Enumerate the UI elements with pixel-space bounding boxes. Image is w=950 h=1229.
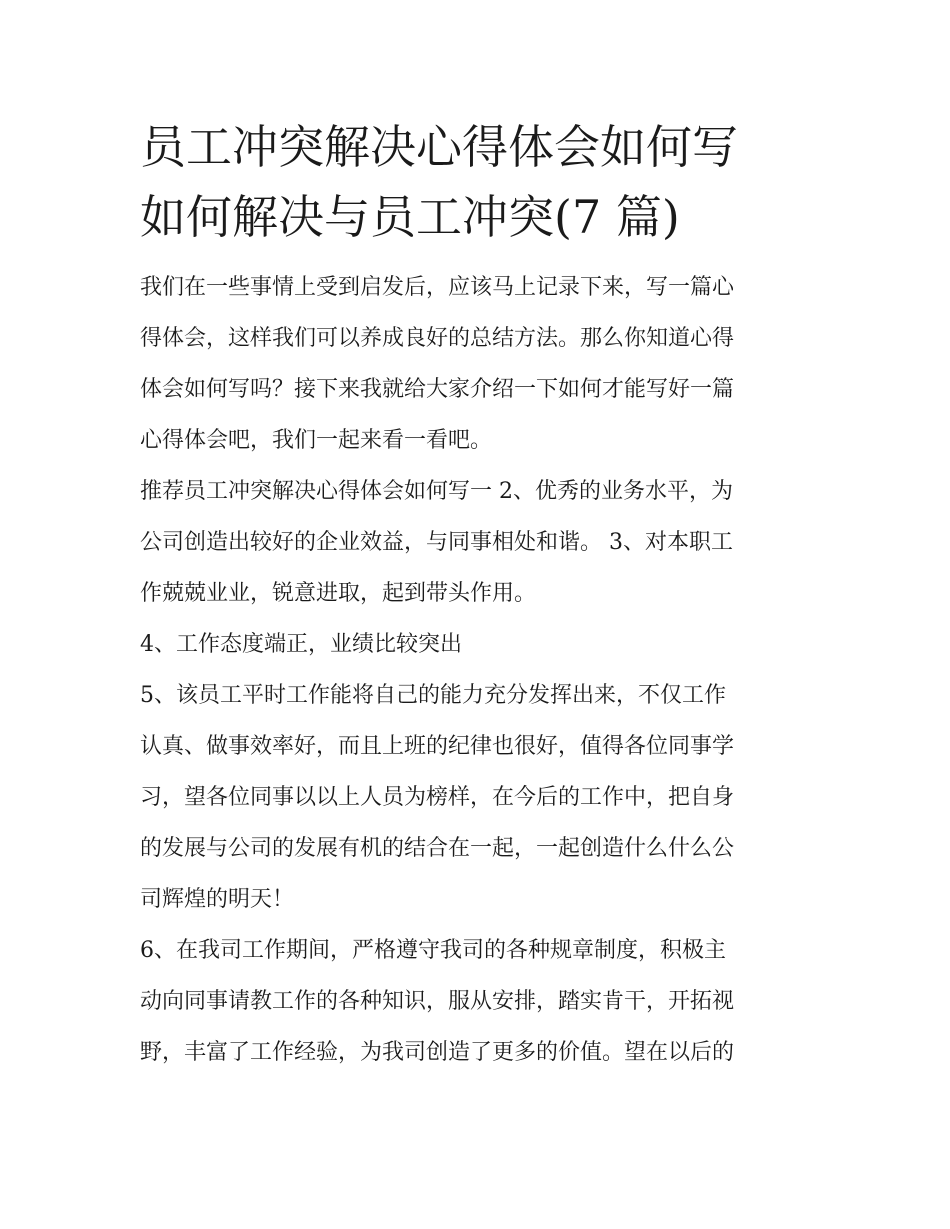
paragraph-item-4 (140, 619, 815, 670)
text-line: 认真、做事效率好，而且上班的纪律也很好，值得各位同事学 (140, 734, 735, 759)
document-title (140, 112, 815, 252)
text-line: 我们在一些事情上受到启发后，应该马上记录下来，写一篇心 (140, 275, 735, 300)
paragraph-item-6 (140, 925, 815, 1078)
paragraph-recommend (140, 466, 815, 619)
paragraph-item-5 (140, 670, 815, 925)
text-line: 习，望各位同事以以上人员为榜样，在今后的工作中，把自身 (140, 785, 735, 810)
title-line: 员工冲突解决心得体会如何写 (140, 120, 738, 174)
text-line: 公司创造出较好的企业效益，与同事相处和谐。 3、对本职工 (140, 530, 733, 555)
document-content (140, 112, 815, 1078)
text-line: 5、该员工平时工作能将自己的能力充分发挥出来，不仅工作 (140, 683, 726, 708)
text-line: 4、工作态度端正，业绩比较突出 (140, 632, 462, 657)
text-line: 得体会，这样我们可以养成良好的总结方法。那么你知道心得 (140, 326, 735, 351)
document-body (140, 262, 815, 1078)
text-line: 野，丰富了工作经验，为我司创造了更多的价值。望在以后的 (140, 1040, 735, 1065)
text-line: 推荐员工冲突解决心得体会如何写一 2、优秀的业务水平，为 (140, 479, 733, 504)
text-line: 心得体会吧，我们一起来看一看吧。 (140, 428, 493, 453)
title-line: 如何解决与员工冲突(7 篇) (140, 190, 680, 244)
text-line: 6、在我司工作期间，严格遵守我司的各种规章制度，积极主 (140, 938, 726, 963)
text-line: 作兢兢业业，锐意进取，起到带头作用。 (140, 581, 537, 606)
text-line: 动向同事请教工作的各种知识，服从安排，踏实肯干，开拓视 (140, 989, 735, 1014)
text-line: 司辉煌的明天！ (140, 887, 295, 912)
text-line: 的发展与公司的发展有机的结合在一起，一起创造什么什么公 (140, 836, 735, 861)
paragraph-intro (140, 262, 815, 466)
text-line: 体会如何写吗？接下来我就给大家介绍一下如何才能写好一篇 (140, 377, 735, 402)
